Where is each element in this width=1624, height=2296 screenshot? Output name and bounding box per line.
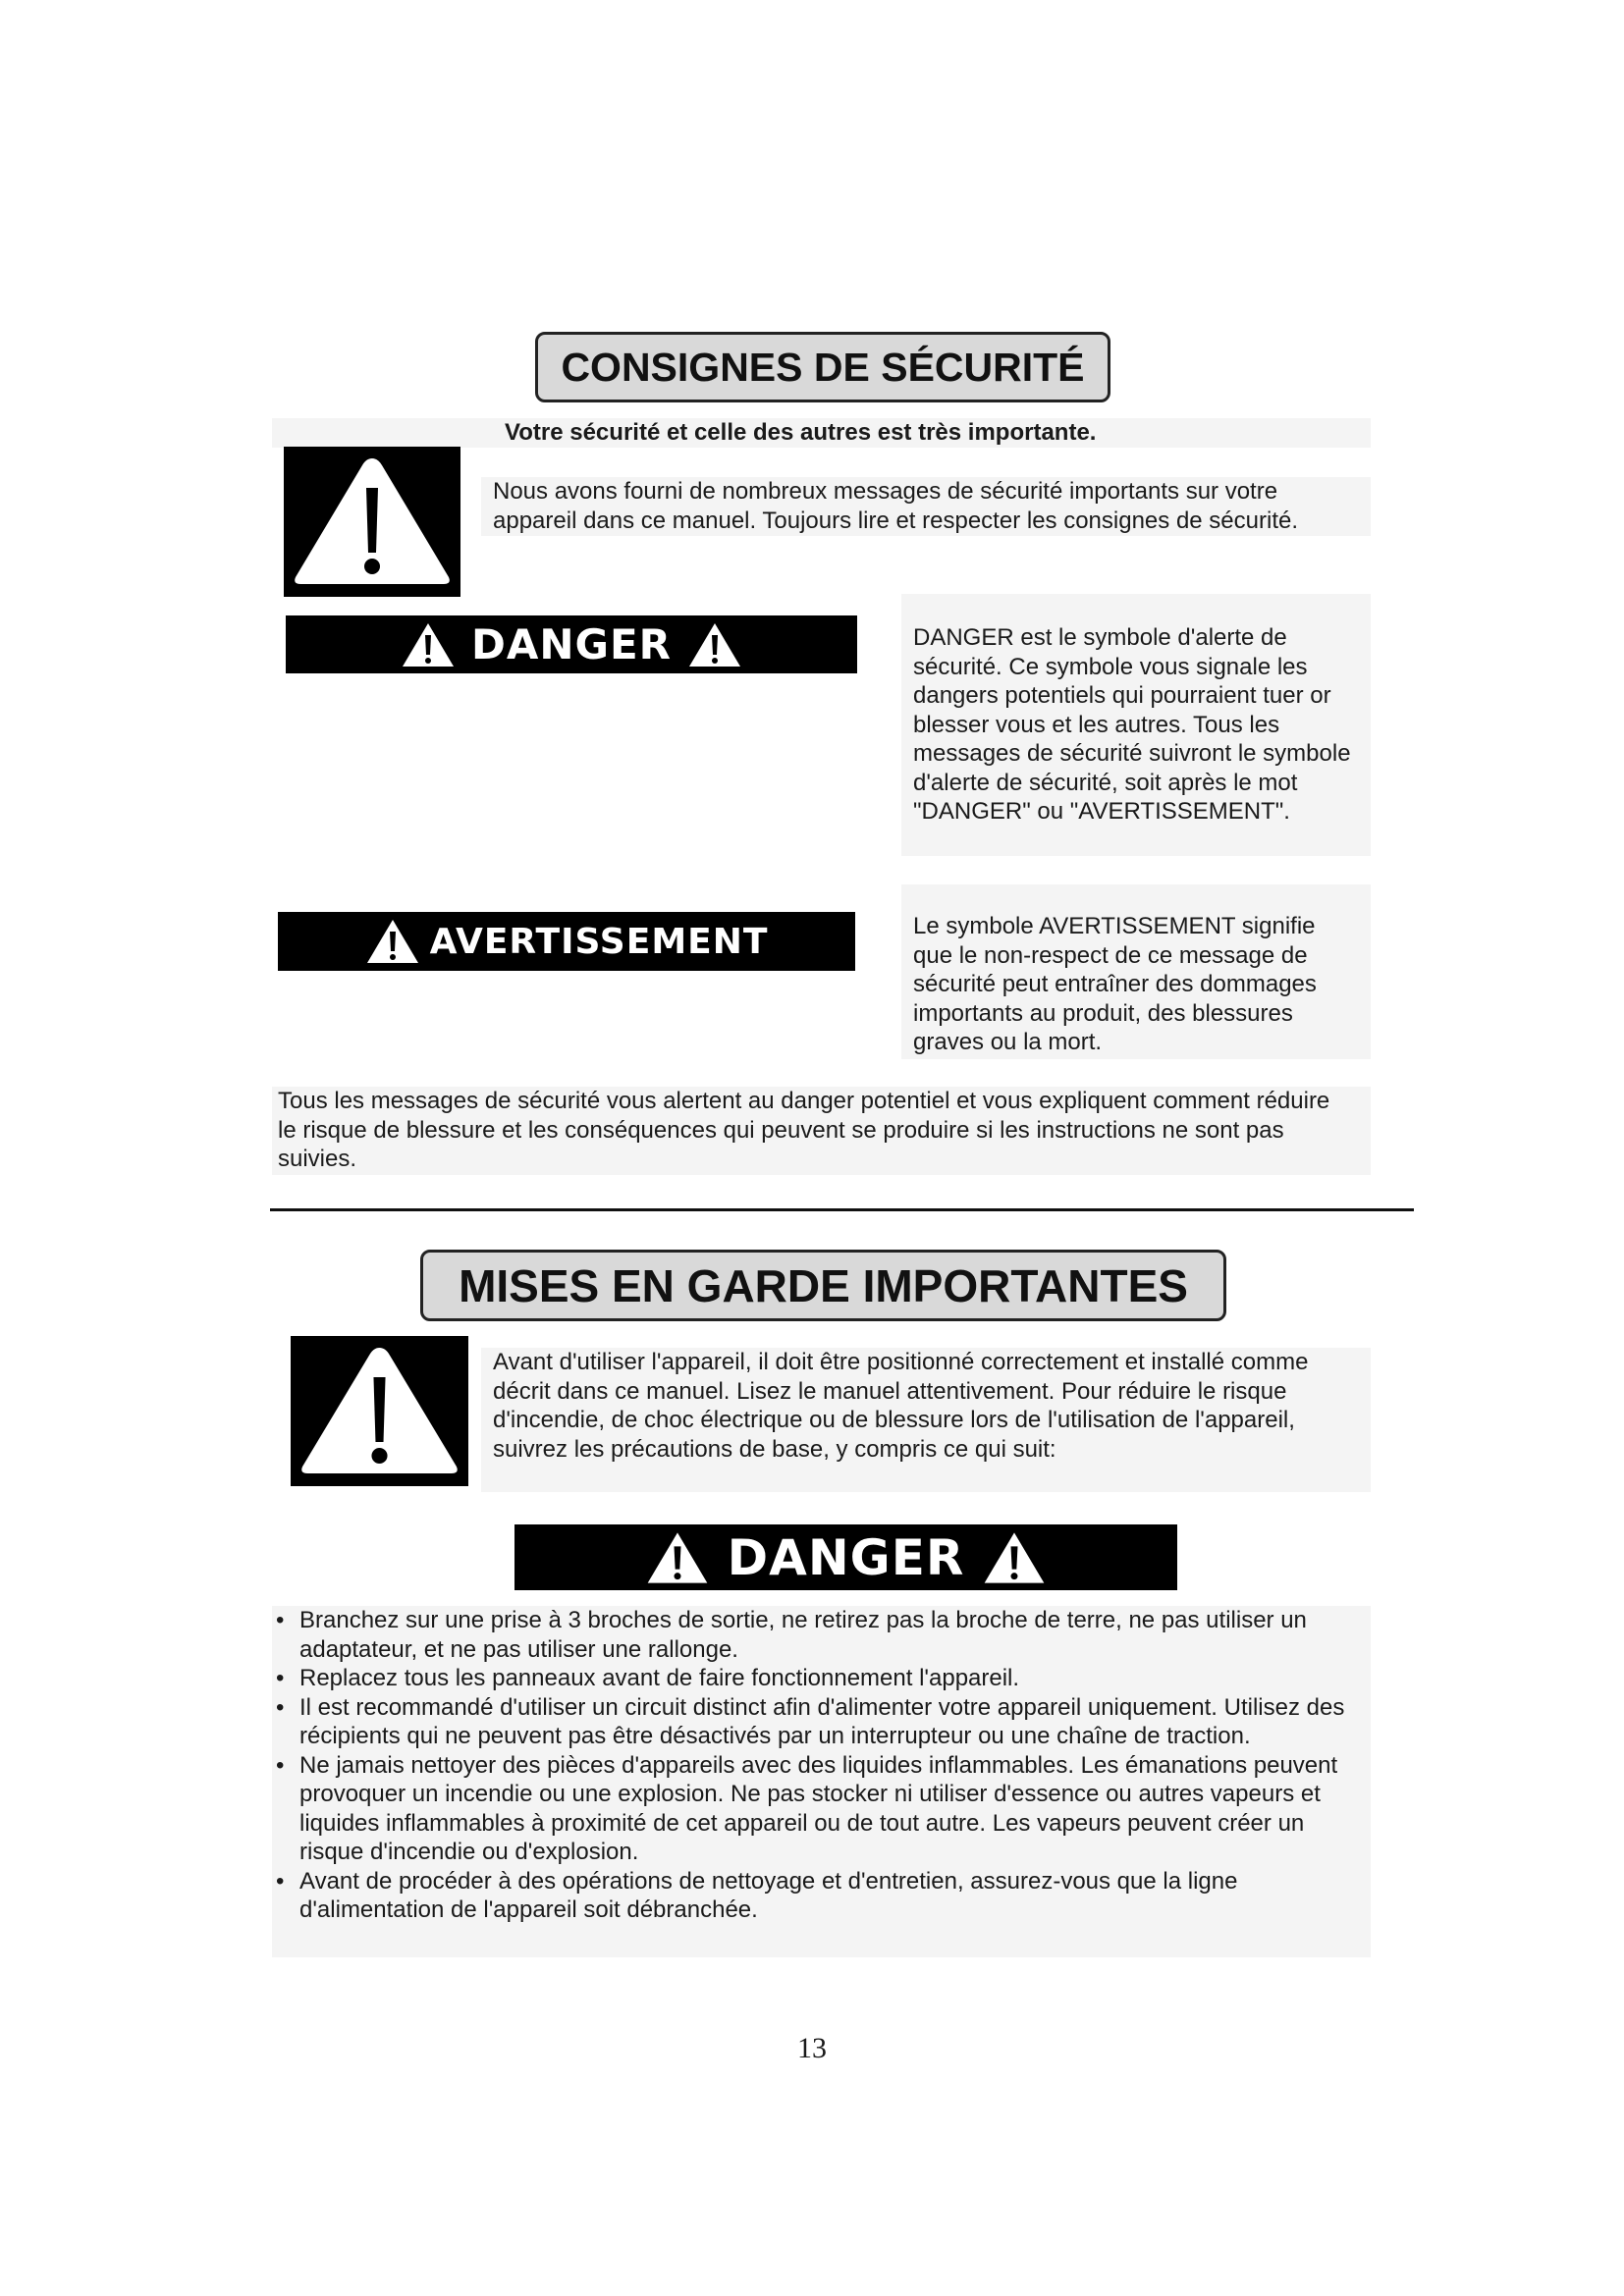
danger-banner-bottom-label: DANGER	[727, 1528, 965, 1586]
warning-description: Le symbole AVERTISSEMENT signifie que le non-respect de ce message de sécurité peut entraîner des dommages importants au produit, des blessures graves ou la mort.	[901, 884, 1371, 1059]
section-divider	[270, 1208, 1414, 1211]
alert-triangle-icon	[982, 1530, 1047, 1585]
danger-description: DANGER est le symbole d'alerte de sécurité. Ce symbole vous signale les dangers potentiels qui pourraient tuer or blesser vous et les autres. Tous les messages de sécurité suivront le symbole d'alerte de sécurité, soit après le mot "DANGER" ou "AVERTISSEMENT".	[901, 594, 1371, 856]
safety-closing: Tous les messages de sécurité vous alertent au danger potentiel et vous expliquent comment réduire le risque de blessure et les conséquences qui peuvent se produire si les instructions ne sont pas suivies.	[272, 1087, 1371, 1175]
alert-triangle-icon	[365, 918, 420, 965]
alert-triangle-icon	[687, 621, 742, 668]
warnings-intro: Avant d'utiliser l'appareil, il doit être positionné correctement et installé comme décrit dans ce manuel. Lisez le manuel attentivement. Pour réduire le risque d'incendie, de choc électrique ou de blessure lors de l'utilisation de l'appareil, suivrez les précautions de base, y compris ce qui suit:	[481, 1348, 1371, 1492]
alert-triangle-icon	[401, 621, 456, 668]
list-item: • Ne jamais nettoyer des pièces d'appareils avec des liquides inflammables. Les émanations peuvent provoquer un incendie ou une explosion. Ne pas stocker ni utiliser d'essence ou autres vapeurs et liquides inflammables à proximité de cet appareil ou de tout autre. Les vapeurs peuvent créer un risque d'incendie ou d'explosion.	[272, 1751, 1363, 1867]
warning-banner-label: AVERTISSEMENT	[429, 921, 769, 962]
alert-triangle-icon	[645, 1530, 710, 1585]
list-item: • Replacez tous les panneaux avant de faire fonctionnement l'appareil.	[272, 1664, 1363, 1693]
section-title-warnings	[420, 1250, 1226, 1321]
safety-subtitle-band	[272, 418, 1371, 448]
list-item: • Branchez sur une prise à 3 broches de sortie, ne retirez pas la broche de terre, ne pas utiliser un adaptateur, et ne pas utiliser une rallonge.	[272, 1606, 1363, 1664]
safety-subtitle: Votre sécurité et celle des autres est très importante.	[505, 419, 1097, 446]
safety-intro: Nous avons fourni de nombreux messages de sécurité importants sur votre appareil dans ce manuel. Toujours lire et respecter les consignes de sécurité.	[481, 477, 1371, 536]
section-title-warnings-text: MISES EN GARDE IMPORTANTES	[459, 1259, 1188, 1311]
warnings-alert-icon	[291, 1336, 468, 1486]
safety-alert-icon	[284, 447, 460, 597]
danger-banner-bottom	[514, 1524, 1177, 1590]
danger-banner-top	[286, 615, 857, 673]
danger-banner-top-label: DANGER	[470, 620, 673, 668]
section-title-safety-text: CONSIGNES DE SÉCURITÉ	[561, 344, 1085, 390]
list-item: • Il est recommandé d'utiliser un circuit distinct afin d'alimenter votre appareil uniquement. Utilisez des récipients qui ne peuvent pas être désactivés par un interrupteur ou une chaîne de traction.	[272, 1693, 1363, 1751]
warning-banner	[278, 912, 855, 971]
page-number: 13	[797, 2032, 827, 2064]
section-title-safety	[535, 332, 1110, 402]
warnings-list	[272, 1606, 1363, 1925]
warnings-list-box	[272, 1606, 1371, 1957]
list-item: • Avant de procéder à des opérations de nettoyage et d'entretien, assurez-vous que la ligne d'alimentation de l'appareil soit débranchée.	[272, 1867, 1363, 1925]
